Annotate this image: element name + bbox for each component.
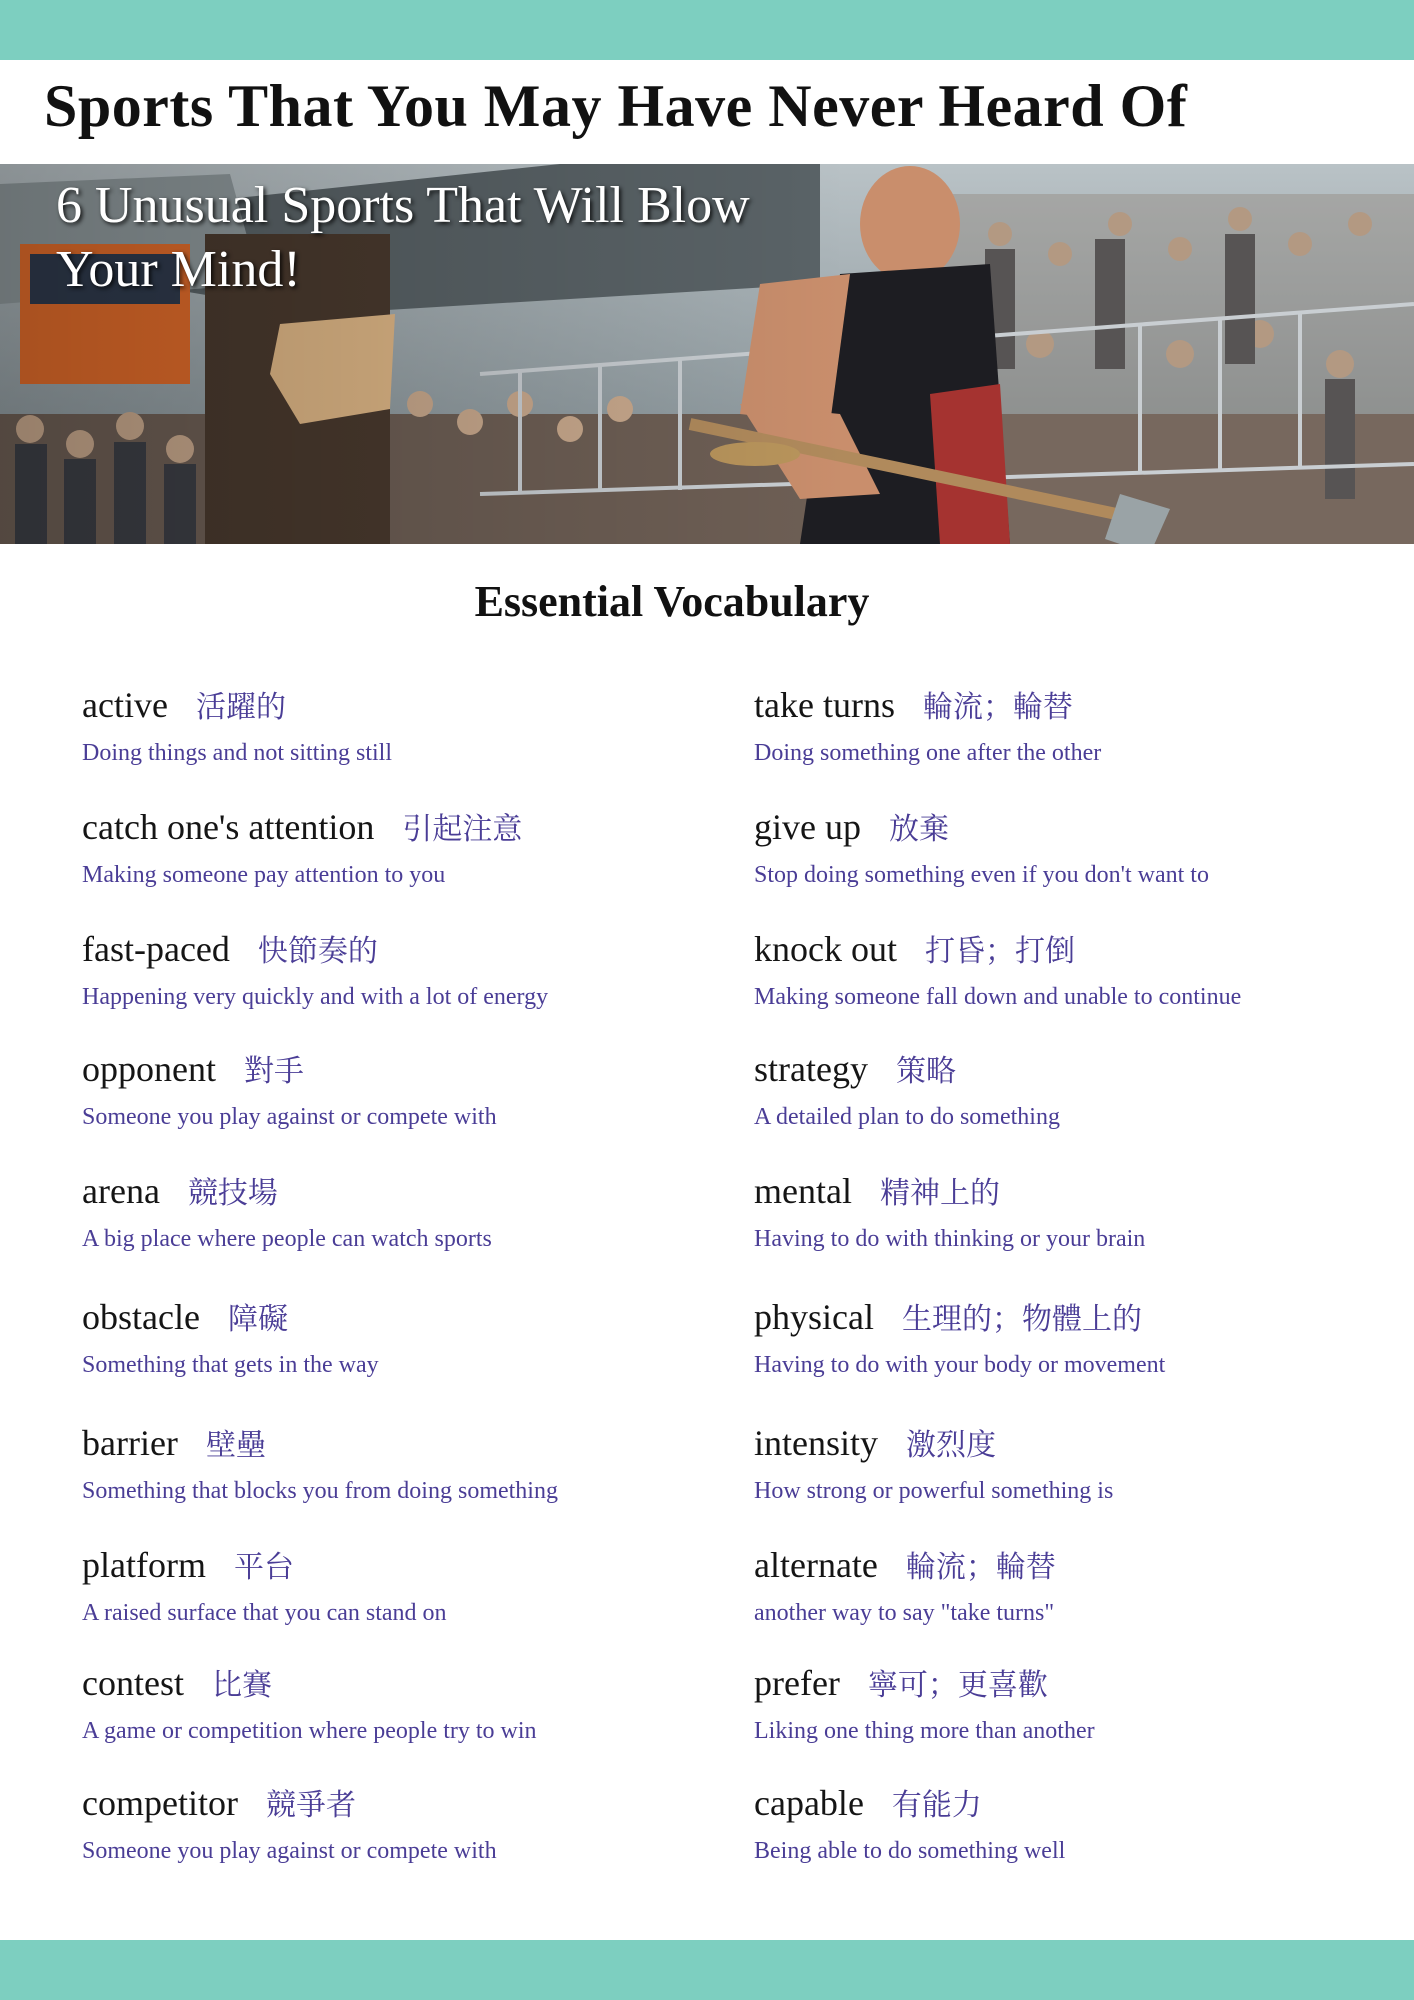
vocab-translation: 精神上的 [879,1176,1000,1211]
vocab-term-line [754,1660,1048,1704]
vocab-term: take turns [754,685,895,725]
vocab-definition: A game or competition where people try to win [82,1718,537,1744]
vocab-translation: 競爭者 [265,1788,356,1823]
vocab-definition: Stop doing something even if you don't want to [754,862,1209,888]
vocab-term-line [754,804,949,848]
vocab-translation: 障礙 [227,1302,288,1337]
vocab-term: alternate [754,1545,878,1585]
vocab-term-line [754,1420,996,1464]
vocab-item [82,1542,702,1652]
vocab-term-line [82,1780,356,1824]
vocab-translation: 輪流；輪替 [922,690,1073,725]
vocab-definition: Something that gets in the way [82,1352,379,1378]
vocab-term-line [82,682,286,726]
vocab-translation: 放棄 [888,812,949,847]
hero-headline: 6 Unusual Sports That Will Blow Your Mind! [56,177,750,298]
vocab-term: barrier [82,1423,178,1463]
vocab-item [82,682,702,792]
vocab-translation: 引起注意 [402,812,523,847]
vocab-term: arena [82,1171,160,1211]
vocab-translation: 活躍的 [195,690,286,725]
vocab-translation: 輪流；輪替 [905,1550,1056,1585]
vocab-translation: 策略 [895,1054,956,1089]
vocab-definition: Being able to do something well [754,1838,1066,1864]
vocab-term: fast-paced [82,929,230,969]
vocab-item [82,1780,702,1890]
vocab-item [754,1780,1374,1890]
vocab-item [754,1660,1374,1770]
vocab-translation: 有能力 [891,1788,982,1823]
vocab-definition: Liking one thing more than another [754,1718,1095,1744]
vocab-term: contest [82,1663,184,1703]
vocab-term: competitor [82,1783,238,1823]
vocab-item [82,926,702,1036]
vocab-item [82,804,702,914]
vocab-item [754,926,1374,1036]
vocab-translation: 對手 [243,1054,304,1089]
vocab-item [754,1542,1374,1652]
vocab-definition: Someone you play against or compete with [82,1104,497,1130]
vocab-term-line [82,804,522,848]
vocab-definition: Making someone fall down and unable to continue [754,984,1242,1010]
vocab-term: mental [754,1171,852,1211]
vocab-item [82,1168,702,1278]
vocab-translation: 比賽 [211,1668,272,1703]
vocab-definition: Someone you play against or compete with [82,1838,497,1864]
vocab-term: give up [754,807,861,847]
vocab-term-line [82,1046,304,1090]
vocab-definition: Happening very quickly and with a lot of energy [82,984,549,1010]
vocab-translation: 競技場 [187,1176,278,1211]
vocab-term: physical [754,1297,874,1337]
vocab-term-line [82,1168,278,1212]
vocab-translation: 生理的；物體上的 [901,1302,1142,1337]
vocab-definition: A raised surface that you can stand on [82,1600,447,1626]
vocab-term: opponent [82,1049,216,1089]
vocab-item [82,1046,702,1156]
vocab-term-line [82,1660,272,1704]
vocab-term-line [82,1542,294,1586]
vocabulary-title: Essential Vocabulary [474,577,870,626]
vocab-item [82,1660,702,1770]
vocab-term: platform [82,1545,206,1585]
vocab-item [754,1168,1374,1278]
vocab-term: capable [754,1783,864,1823]
top-accent-bar [0,0,1414,60]
vocab-term: active [82,685,168,725]
vocab-item [754,1294,1374,1404]
vocab-term-line [82,926,378,970]
vocab-translation: 打昏；打倒 [924,934,1075,969]
vocab-definition: Something that blocks you from doing something [82,1478,558,1504]
vocab-definition: Doing things and not sitting still [82,740,393,766]
vocab-term: catch one's attention [82,807,375,847]
vocab-item [754,1420,1374,1530]
vocab-term-line [754,682,1073,726]
vocab-translation: 激烈度 [906,1428,996,1463]
vocab-term-line [754,1168,1000,1212]
vocab-term: knock out [754,929,897,969]
vocab-item [82,1294,702,1404]
vocab-term-line [82,1420,266,1464]
vocab-term-line [82,1294,288,1338]
vocab-definition: How strong or powerful something is [754,1478,1114,1504]
vocab-term-line [754,1046,956,1090]
bottom-accent-bar [0,1940,1414,2000]
vocab-item [754,682,1374,792]
vocab-term-line [754,1294,1142,1338]
vocab-term: obstacle [82,1297,200,1337]
vocab-term: intensity [754,1423,878,1463]
vocab-term: prefer [754,1663,840,1703]
vocab-item [754,1046,1374,1156]
vocab-term: strategy [754,1049,868,1089]
vocab-definition: Doing something one after the other [754,740,1102,766]
vocab-translation: 寧可；更喜歡 [867,1668,1048,1703]
vocab-definition: another way to say "take turns" [754,1600,1055,1626]
vocab-definition: Having to do with thinking or your brain [754,1226,1146,1252]
vocab-term-line [754,1542,1056,1586]
vocab-item [82,1420,702,1530]
vocab-term-line [754,926,1075,970]
vocab-translation: 快節奏的 [257,934,378,969]
vocab-definition: Making someone pay attention to you [82,862,446,888]
hero-banner [0,164,1414,544]
vocab-item [754,804,1374,914]
vocab-definition: A big place where people can watch sports [82,1226,492,1252]
vocab-translation: 壁壘 [205,1428,266,1463]
vocab-term-line [754,1780,982,1824]
page-title: Sports That You May Have Never Heard Of [44,73,1188,139]
vocab-translation: 平台 [233,1550,294,1585]
vocab-definition: Having to do with your body or movement [754,1352,1166,1378]
vocab-definition: A detailed plan to do something [754,1104,1060,1130]
